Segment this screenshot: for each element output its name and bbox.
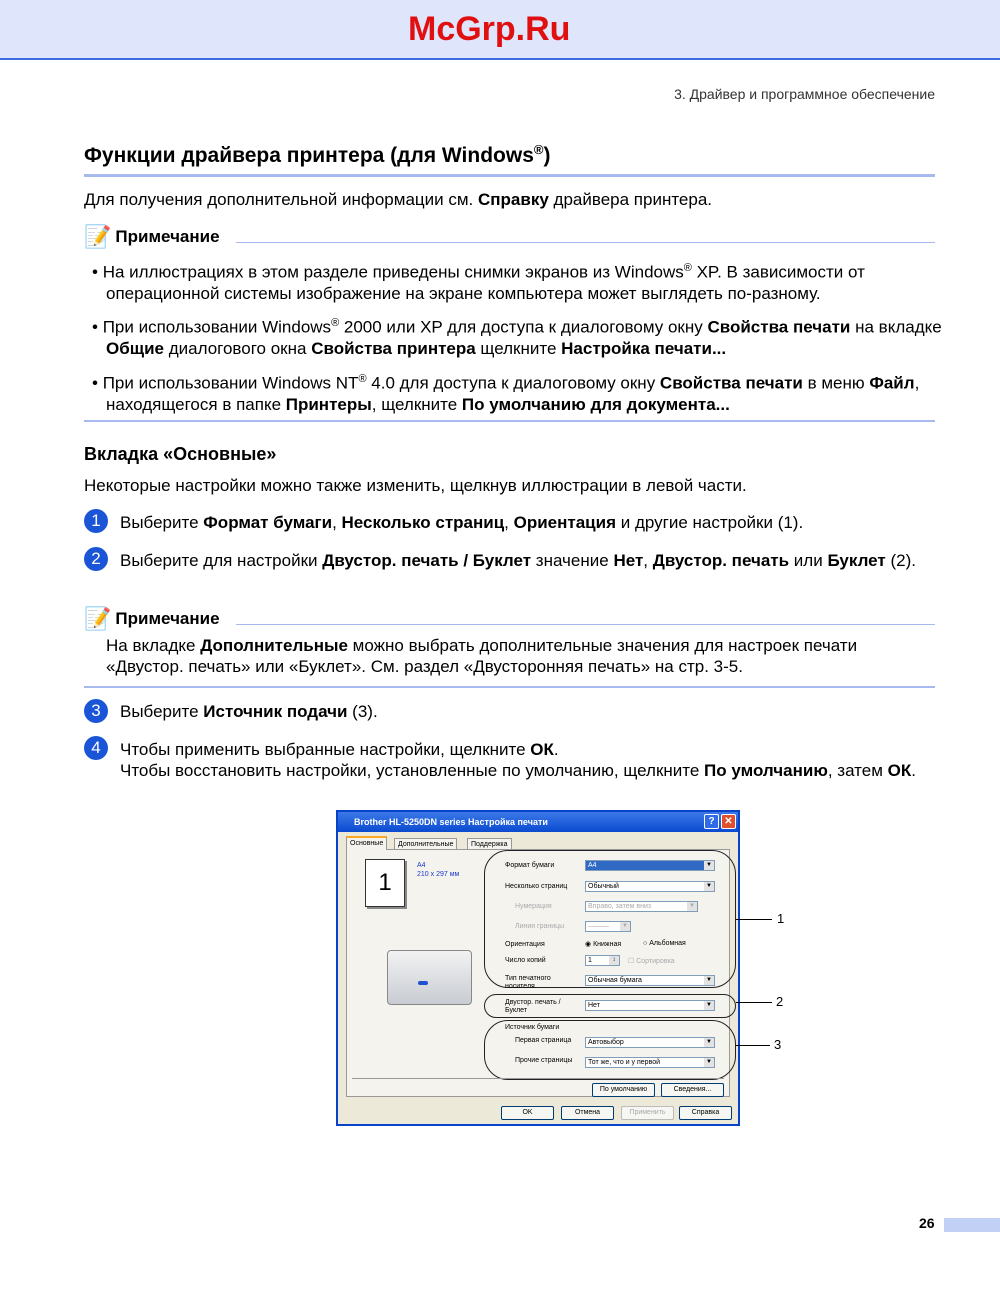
note-end-rule [84, 420, 935, 422]
divider [352, 1078, 724, 1079]
note-heading-2: 📝 Примечание [84, 606, 220, 631]
intro-text: Для получения дополнительной информации см. Справку драйвера принтера. [84, 190, 713, 209]
numbering-select[interactable]: Вправо, затем вниз ▼ [585, 901, 698, 912]
chevron-down-icon: ▼ [704, 1058, 714, 1067]
close-icon[interactable]: ✕ [721, 814, 736, 829]
default-button[interactable]: По умолчанию [592, 1083, 655, 1097]
watermark: McGrp.Ru [408, 10, 571, 48]
step-2-text: Выберите для настройки Двустор. печать / Буклет значение Нет, Двустор. печать или Буклет (2). [120, 551, 916, 570]
border-line-select[interactable]: ——— ▼ [585, 921, 631, 932]
first-page-label: Первая страница [515, 1037, 572, 1044]
other-pages-label: Прочие страницы [515, 1057, 573, 1064]
note-pencil-icon: 📝 [84, 224, 112, 249]
chevron-down-icon: ▼ [704, 861, 714, 870]
dialog-titlebar: Brother HL-5250DN series Настройка печати ? ✕ [338, 812, 738, 832]
portrait-radio[interactable]: ◉ Книжная [585, 941, 622, 948]
title-rule [84, 174, 935, 177]
step-number-3: 3 [84, 699, 108, 723]
note-bullet: • На иллюстрациях в этом разделе приведены снимки экранов из Windows® XP. В зависимости от операционной системы изображение на экране компьютера может выглядеть по-разному. [92, 262, 865, 303]
note-bullet: • При использовании Windows® 2000 или XP для доступа к диалоговому окну Свойства печати на вкладке Общие диалогового окна Свойства принтера щелкните Настройка печати... [92, 317, 942, 358]
other-pages-select[interactable]: Тот же, что и у первой ▼ [585, 1057, 715, 1068]
step-3-text: Выберите Источник подачи (3). [120, 702, 378, 721]
chevron-down-icon: ▼ [704, 976, 714, 985]
print-settings-dialog [336, 810, 740, 1126]
copies-label: Число копий [505, 957, 546, 964]
callout-3: 3 [774, 1037, 782, 1052]
note-bullet: • При использовании Windows NT® 4.0 для доступа к диалоговому окну Свойства печати в меню Файл, находящегося в папке Принтеры, щелкните По умолчанию для документа... [92, 373, 920, 414]
step-4-text: Чтобы применить выбранные настройки, щелкните ОК. Чтобы восстановить настройки, установленные по умолчанию, щелкните По умолчанию, затем ОК. [120, 740, 916, 780]
note-pencil-icon: 📝 [84, 606, 112, 631]
orientation-label: Ориентация [505, 941, 545, 948]
duplex-select[interactable]: Нет ▼ [585, 1000, 715, 1011]
cancel-button[interactable]: Отмена [561, 1106, 614, 1120]
note-end-rule [84, 686, 935, 688]
page-number-bar [944, 1218, 1000, 1232]
note-rule [236, 242, 935, 243]
note-2-text: На вкладке Дополнительные можно выбрать дополнительные значения для настроек печати «Двустор. печать» или «Буклет». См. раздел «Двусторонняя печать» на стр. 3-5. [106, 636, 858, 676]
spin-icon: ↕ [609, 956, 619, 965]
chapter-header: 3. Драйвер и программное обеспечение [674, 86, 935, 102]
tab-support[interactable]: Поддержка [467, 838, 512, 850]
section-intro: Некоторые настройки можно также изменить, щелкнув иллюстрации в левой части. [84, 476, 747, 495]
step-number-4: 4 [84, 736, 108, 760]
copies-stepper[interactable]: 1 ↕ [585, 955, 620, 966]
chevron-down-icon: ▼ [704, 1038, 714, 1047]
callout-1: 1 [777, 911, 785, 926]
help-button[interactable]: Справка [679, 1106, 732, 1120]
duplex-label: Двустор. печать / Буклет [505, 999, 561, 1014]
printer-image[interactable] [387, 950, 472, 1005]
apply-button[interactable]: Применить [621, 1106, 674, 1120]
step-1-text: Выберите Формат бумаги, Несколько страниц, Ориентация и другие настройки (1). [120, 513, 804, 532]
collate-checkbox[interactable]: ☐ Сортировка [628, 958, 675, 965]
chevron-down-icon: ▼ [620, 922, 630, 931]
note-heading: 📝 Примечание [84, 224, 220, 249]
note-rule [236, 624, 935, 625]
multi-page-select[interactable]: Обычный ▼ [585, 881, 715, 892]
numbering-label: Нумерация [515, 903, 552, 910]
tab-basic[interactable]: Основные [346, 836, 387, 850]
paper-format-label: Формат бумаги [505, 862, 555, 869]
section-title: Вкладка «Основные» [84, 444, 277, 464]
callout-line-3 [736, 1045, 770, 1046]
media-type-label: Тип печатного носителя [505, 975, 551, 990]
paper-name: A4 [417, 862, 426, 869]
step-number-2: 2 [84, 547, 108, 571]
paper-size: 210 x 297 мм [417, 871, 460, 878]
first-page-select[interactable]: Автовыбор ▼ [585, 1037, 715, 1048]
border-line-label: Линия границы [515, 923, 565, 930]
basic-tab-panel [346, 849, 730, 1097]
ok-button[interactable]: OK [501, 1106, 554, 1120]
callout-line-2 [736, 1002, 772, 1003]
page-preview[interactable]: 1 [365, 859, 405, 907]
page-number: 26 [919, 1215, 935, 1231]
callout-2: 2 [776, 994, 784, 1009]
about-button[interactable]: Сведения... [661, 1083, 724, 1097]
chevron-down-icon: ▼ [687, 902, 697, 911]
paper-format-select[interactable]: A4 ▼ [585, 860, 715, 871]
landscape-radio[interactable]: ○ Альбомная [643, 940, 686, 947]
page-title: Функции драйвера принтера (для Windows®) [84, 142, 551, 167]
paper-source-label: Источник бумаги [505, 1024, 560, 1031]
media-type-select[interactable]: Обычная бумага ▼ [585, 975, 715, 986]
help-icon[interactable]: ? [704, 814, 719, 829]
step-number-1: 1 [84, 509, 108, 533]
chevron-down-icon: ▼ [704, 882, 714, 891]
chevron-down-icon: ▼ [704, 1001, 714, 1010]
callout-line-1 [736, 919, 772, 920]
multi-page-label: Несколько страниц [505, 883, 568, 890]
tab-advanced[interactable]: Дополнительные [394, 838, 457, 850]
